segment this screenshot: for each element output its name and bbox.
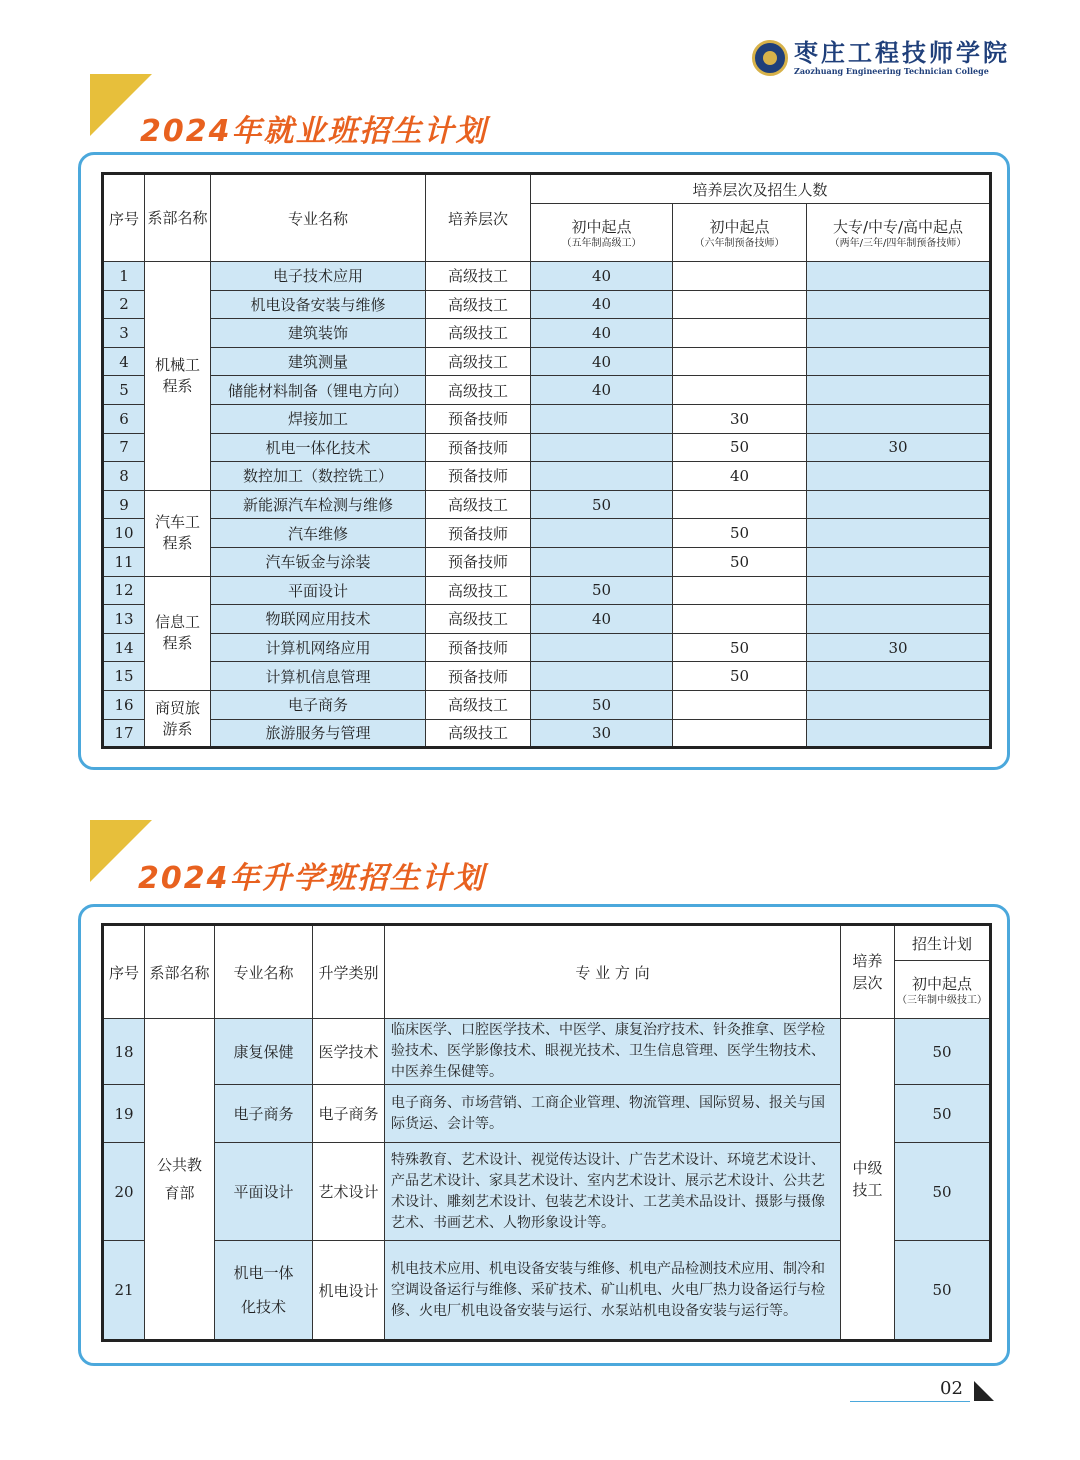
further-study-plan-table <box>101 923 992 1342</box>
seq-cell: 5 <box>103 376 145 405</box>
major-cell <box>215 1241 313 1341</box>
table-row <box>103 662 991 691</box>
dept-name: 信息工程系 <box>154 613 200 653</box>
major-cell: 电子商务 <box>211 690 426 719</box>
dept-cell <box>145 1019 215 1341</box>
count-c3-cell <box>807 404 991 433</box>
count-c1-cell <box>531 433 673 462</box>
major-cell <box>215 1143 313 1241</box>
header-level: 培养层次 <box>426 174 531 262</box>
major-cell: 计算机信息管理 <box>211 662 426 691</box>
count-c3-cell <box>807 662 991 691</box>
seq-cell: 10 <box>103 519 145 548</box>
table-row <box>103 490 991 519</box>
table-row <box>103 547 991 576</box>
major-cell: 数控加工（数控铣工） <box>211 462 426 491</box>
count-c3-cell: 30 <box>807 433 991 462</box>
major-name: 机电一体化技术 <box>233 1264 294 1316</box>
header-c1: 初中起点 （三年制中级技工） <box>895 961 991 1019</box>
header-level: 培养层次 <box>841 925 895 1019</box>
level-cell: 高级技工 <box>426 605 531 634</box>
count-c3-cell <box>807 262 991 291</box>
seq-cell: 8 <box>103 462 145 491</box>
level-cell: 高级技工 <box>426 376 531 405</box>
college-name-en: Zaozhuang Engineering Technician College <box>794 66 989 76</box>
count-c2-cell <box>673 262 807 291</box>
seq-cell: 2 <box>103 290 145 319</box>
level-cell: 预备技师 <box>426 633 531 662</box>
level-cell: 高级技工 <box>426 719 531 748</box>
major-cell: 建筑测量 <box>211 347 426 376</box>
count-c1-cell: 40 <box>531 347 673 376</box>
college-seal-icon <box>752 40 788 76</box>
count-c2-cell <box>673 347 807 376</box>
direction-cell: 电子商务、市场营销、工商企业管理、物流管理、国际贸易、报关与国际货运、会计等。 <box>385 1085 841 1143</box>
seq-cell: 12 <box>103 576 145 605</box>
major-cell: 建筑装饰 <box>211 319 426 348</box>
seq-cell: 21 <box>103 1241 145 1341</box>
page-divider <box>850 1401 970 1402</box>
count-c2-cell <box>673 319 807 348</box>
table-row <box>103 347 991 376</box>
table-row <box>103 605 991 634</box>
count-c2-cell: 30 <box>673 404 807 433</box>
dept-cell <box>145 576 211 690</box>
dept-cell <box>145 490 211 576</box>
major-cell <box>215 1085 313 1143</box>
seq-cell: 16 <box>103 690 145 719</box>
seq-cell: 11 <box>103 547 145 576</box>
table-row <box>103 404 991 433</box>
count-c1-cell: 50 <box>531 690 673 719</box>
major-cell: 物联网应用技术 <box>211 605 426 634</box>
direction-cell: 临床医学、口腔医学技术、中医学、康复治疗技术、针灸推拿、医学检验技术、医学影像技术、眼视光技术、卫生信息管理、医学生物技术、中医养生保健等。 <box>385 1019 841 1085</box>
level-cell: 高级技工 <box>426 290 531 319</box>
seq-cell: 4 <box>103 347 145 376</box>
count-c3-cell <box>807 605 991 634</box>
level-cell: 高级技工 <box>426 490 531 519</box>
count-c3-cell <box>807 719 991 748</box>
level-name: 中级技工 <box>852 1159 883 1199</box>
count-cell: 50 <box>895 1085 991 1143</box>
count-c3-cell <box>807 347 991 376</box>
count-c1-cell <box>531 547 673 576</box>
type-cell: 机电设计 <box>313 1241 385 1341</box>
major-cell: 旅游服务与管理 <box>211 719 426 748</box>
dept-cell <box>145 690 211 747</box>
major-name: 平面设计 <box>233 1182 294 1201</box>
level-cell: 高级技工 <box>426 690 531 719</box>
level-cell: 高级技工 <box>426 347 531 376</box>
major-cell: 汽车维修 <box>211 519 426 548</box>
count-c1-cell: 40 <box>531 605 673 634</box>
header-direction: 专 业 方 向 <box>385 925 841 1019</box>
count-c1-cell: 40 <box>531 319 673 348</box>
level-cell: 预备技师 <box>426 462 531 491</box>
seq-cell: 14 <box>103 633 145 662</box>
level-cell <box>841 1019 895 1341</box>
count-c3-cell <box>807 462 991 491</box>
count-c2-cell <box>673 576 807 605</box>
major-cell: 机电设备安装与维修 <box>211 290 426 319</box>
table-row <box>103 433 991 462</box>
major-cell <box>215 1019 313 1085</box>
major-cell: 焊接加工 <box>211 404 426 433</box>
page-corner-icon <box>974 1381 994 1401</box>
seq-cell: 17 <box>103 719 145 748</box>
seq-cell: 6 <box>103 404 145 433</box>
dept-cell <box>145 262 211 491</box>
dept-name: 汽车工程系 <box>154 513 200 553</box>
table-row <box>103 319 991 348</box>
count-c3-cell <box>807 576 991 605</box>
count-c2-cell <box>673 719 807 748</box>
college-name-cn: 枣庄工程技师学院 <box>794 38 1010 67</box>
count-c3-cell <box>807 319 991 348</box>
major-cell: 汽车钣金与涂装 <box>211 547 426 576</box>
count-c1-cell <box>531 462 673 491</box>
count-c3-cell <box>807 376 991 405</box>
level-cell: 预备技师 <box>426 433 531 462</box>
count-c3-cell: 30 <box>807 633 991 662</box>
count-c3-cell <box>807 690 991 719</box>
major-cell: 平面设计 <box>211 576 426 605</box>
header-dept: 系部名称 <box>145 174 211 262</box>
header-major: 专业名称 <box>211 174 426 262</box>
table-row <box>103 262 991 291</box>
table-row <box>103 290 991 319</box>
count-c2-cell <box>673 490 807 519</box>
table-row <box>103 376 991 405</box>
type-cell: 电子商务 <box>313 1085 385 1143</box>
count-cell: 50 <box>895 1019 991 1085</box>
direction-cell: 特殊教育、艺术设计、视觉传达设计、广告艺术设计、环境艺术设计、产品艺术设计、家具艺术设计、室内艺术设计、展示艺术设计、公共艺术设计、雕刻艺术设计、包装艺术设计、工艺美术品设计、摄影与摄像艺术、书画艺术、人物形象设计等。 <box>385 1143 841 1241</box>
header-dept: 系部名称 <box>145 925 215 1019</box>
level-cell: 高级技工 <box>426 319 531 348</box>
header-seq: 序号 <box>103 925 145 1019</box>
count-c1-cell <box>531 633 673 662</box>
count-c2-cell: 50 <box>673 519 807 548</box>
major-cell: 新能源汽车检测与维修 <box>211 490 426 519</box>
header-seq: 序号 <box>103 174 145 262</box>
count-c3-cell <box>807 290 991 319</box>
count-c1-cell: 40 <box>531 290 673 319</box>
count-c1-cell: 30 <box>531 719 673 748</box>
major-name: 电子商务 <box>233 1104 294 1123</box>
count-c1-cell: 40 <box>531 262 673 291</box>
count-c2-cell <box>673 376 807 405</box>
table-row <box>103 719 991 748</box>
seq-cell: 1 <box>103 262 145 291</box>
major-cell: 计算机网络应用 <box>211 633 426 662</box>
seq-cell: 3 <box>103 319 145 348</box>
level-cell: 预备技师 <box>426 662 531 691</box>
table-row <box>103 690 991 719</box>
seq-cell: 19 <box>103 1085 145 1143</box>
section1-title: 2024年就业班招生计划 <box>140 114 488 149</box>
count-c1-cell: 40 <box>531 376 673 405</box>
major-cell: 储能材料制备（锂电方向） <box>211 376 426 405</box>
table-row <box>103 462 991 491</box>
count-cell: 50 <box>895 1241 991 1341</box>
count-c1-cell <box>531 404 673 433</box>
dept-name: 商贸旅游系 <box>154 698 200 738</box>
seq-cell: 7 <box>103 433 145 462</box>
header-c1: 初中起点 （五年制高级工） <box>531 204 673 262</box>
direction-cell: 机电技术应用、机电设备安装与维修、机电产品检测技术应用、制冷和空调设备运行与维修、采矿技术、矿山机电、火电厂热力设备运行与检修、火电厂机电设备安装与运行、水泵站机电设备安装与运行等。 <box>385 1241 841 1341</box>
header-major: 专业名称 <box>215 925 313 1019</box>
college-logo <box>752 40 1010 76</box>
table-row <box>103 1019 991 1085</box>
count-c3-cell <box>807 490 991 519</box>
count-c2-cell: 50 <box>673 433 807 462</box>
major-cell: 机电一体化技术 <box>211 433 426 462</box>
header-c3: 大专/中专/高中起点 （两年/三年/四年制预备技师） <box>807 204 991 262</box>
section2-title: 2024年升学班招生计划 <box>138 861 486 896</box>
count-c2-cell: 50 <box>673 633 807 662</box>
table-row <box>103 576 991 605</box>
count-cell: 50 <box>895 1143 991 1241</box>
count-c1-cell <box>531 662 673 691</box>
type-cell: 医学技术 <box>313 1019 385 1085</box>
count-c2-cell: 50 <box>673 547 807 576</box>
level-cell: 高级技工 <box>426 576 531 605</box>
dept-name: 机械工程系 <box>154 355 200 395</box>
header-type: 升学类别 <box>313 925 385 1019</box>
page-number: 02 <box>940 1378 963 1399</box>
seq-cell: 18 <box>103 1019 145 1085</box>
count-c2-cell <box>673 290 807 319</box>
count-c2-cell: 40 <box>673 462 807 491</box>
seq-cell: 20 <box>103 1143 145 1241</box>
count-c2-cell <box>673 605 807 634</box>
seq-cell: 13 <box>103 605 145 634</box>
count-c1-cell: 50 <box>531 490 673 519</box>
table-row <box>103 519 991 548</box>
dept-name: 公共教育部 <box>156 1156 202 1202</box>
seq-cell: 9 <box>103 490 145 519</box>
count-c2-cell <box>673 690 807 719</box>
header-plan: 招生计划 <box>895 925 991 961</box>
header-group: 培养层次及招生人数 <box>531 174 991 204</box>
type-cell: 艺术设计 <box>313 1143 385 1241</box>
level-cell: 高级技工 <box>426 262 531 291</box>
major-name: 康复保健 <box>233 1042 294 1061</box>
count-c3-cell <box>807 547 991 576</box>
level-cell: 预备技师 <box>426 519 531 548</box>
seq-cell: 15 <box>103 662 145 691</box>
count-c3-cell <box>807 519 991 548</box>
count-c1-cell <box>531 519 673 548</box>
table-row <box>103 633 991 662</box>
level-cell: 预备技师 <box>426 547 531 576</box>
count-c1-cell: 50 <box>531 576 673 605</box>
header-c2: 初中起点 （六年制预备技师） <box>673 204 807 262</box>
major-cell: 电子技术应用 <box>211 262 426 291</box>
count-c2-cell: 50 <box>673 662 807 691</box>
level-cell: 预备技师 <box>426 404 531 433</box>
employment-plan-table <box>101 172 992 749</box>
